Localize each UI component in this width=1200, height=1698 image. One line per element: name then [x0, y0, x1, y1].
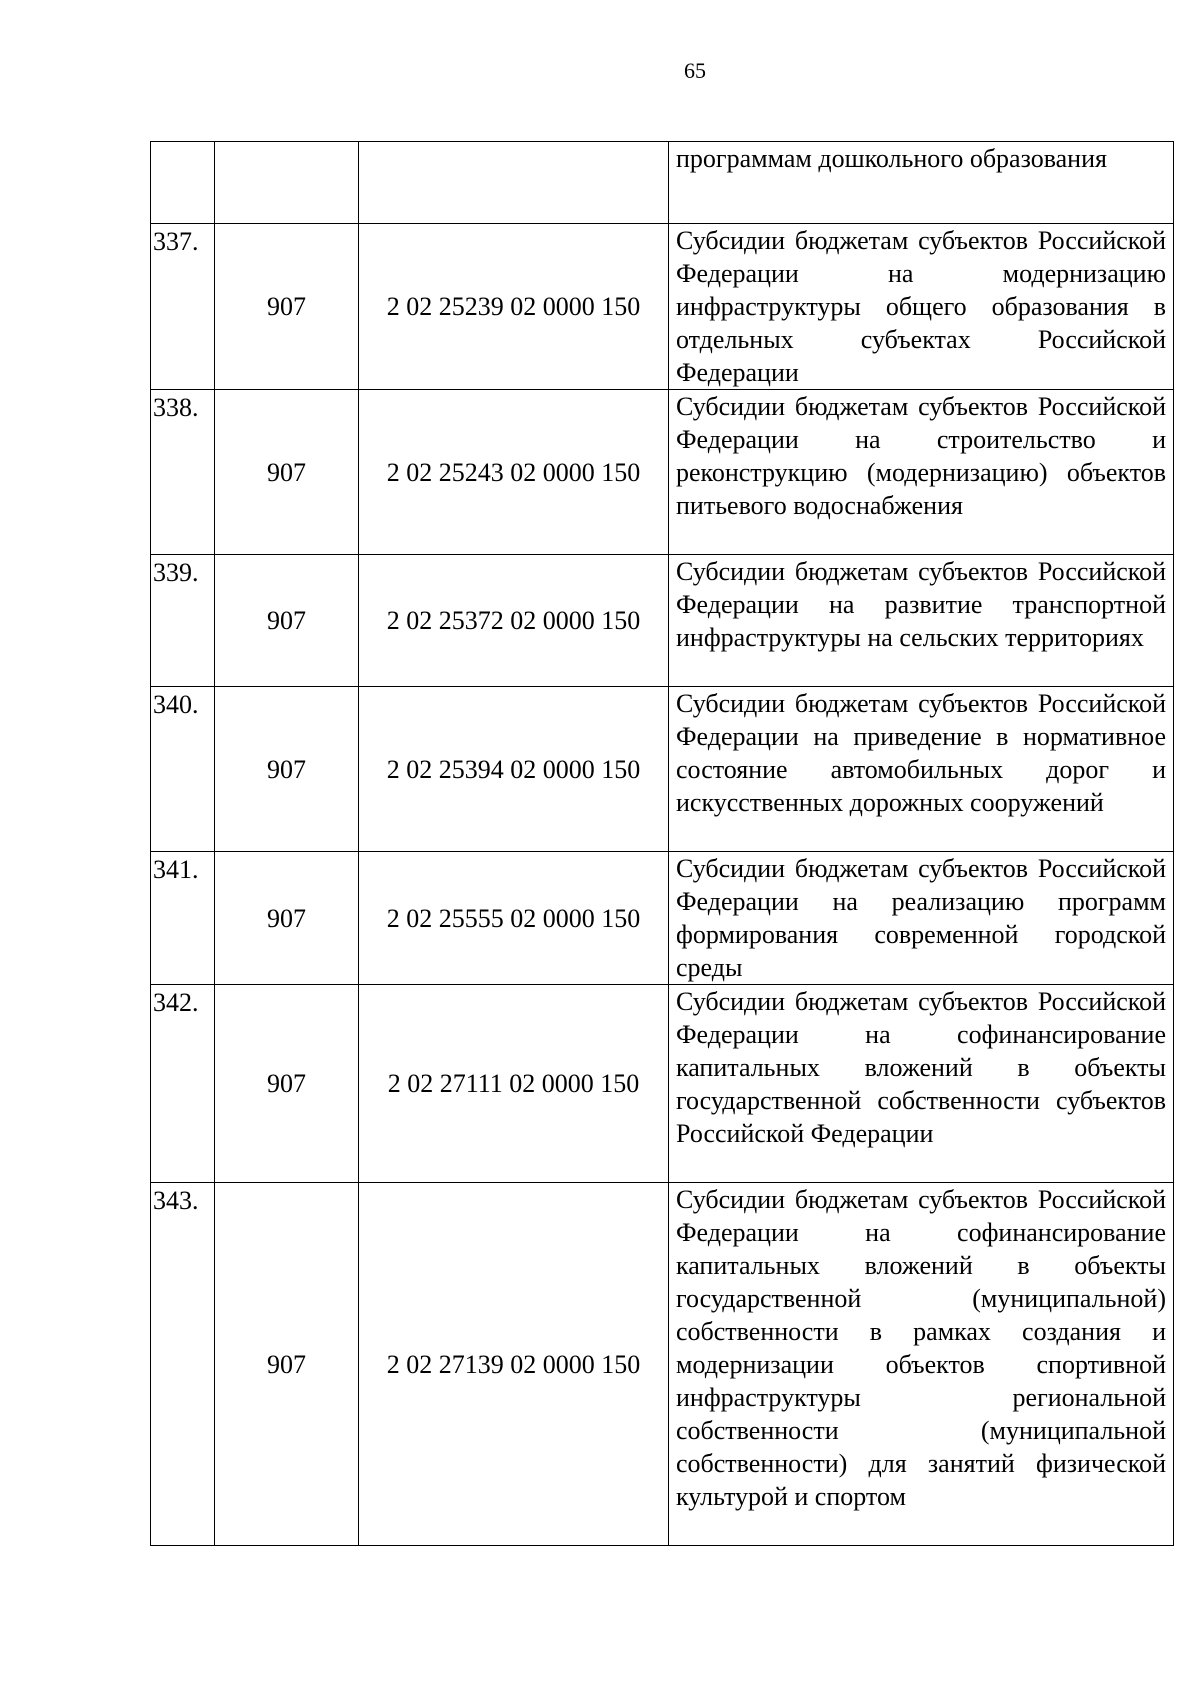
- page-number: 65: [684, 58, 706, 83]
- admin-code-cell: 907: [215, 852, 359, 985]
- income-code-cell: 2 02 25555 02 0000 150: [359, 852, 669, 985]
- income-name-cell: [669, 555, 1174, 687]
- income-code-cell: 2 02 27111 02 0000 150: [359, 985, 669, 1183]
- table-row: [151, 224, 1174, 390]
- row-number-cell: 341.: [151, 852, 215, 985]
- row-number-cell: 343.: [151, 1183, 215, 1546]
- income-name-text: Субсидии бюджетам субъектов Российской Федерации на развитие транспортной инфраструктуры на сельских территориях: [676, 557, 1166, 652]
- table-row: [151, 1183, 1174, 1546]
- income-name-text: Субсидии бюджетам субъектов Российской Федерации на софинансирование капитальных вложений в объекты государственной собственности субъектов Российской Федерации: [676, 987, 1166, 1148]
- row-number-cell: [151, 142, 215, 224]
- income-name-cell: [669, 390, 1174, 555]
- admin-code-cell: 907: [215, 687, 359, 852]
- income-name-text: Субсидии бюджетам субъектов Российской Федерации на строительство и реконструкцию (модернизацию) объектов питьевого водоснабжения: [676, 392, 1166, 520]
- row-number-cell: 342.: [151, 985, 215, 1183]
- income-name-text: Субсидии бюджетам субъектов Российской Федерации на софинансирование капитальных вложений в объекты государственной (муниципальной) собственности в рамках создания и модернизации объектов спортивной инфраструктуры региональной собственности (муниципальной собственности) для занятий физической культурой и спортом: [676, 1185, 1166, 1511]
- table-row: [151, 687, 1174, 852]
- income-name-cell: [669, 224, 1174, 390]
- admin-code-cell: 907: [215, 555, 359, 687]
- income-code-cell: 2 02 25394 02 0000 150: [359, 687, 669, 852]
- income-name-cell: [669, 985, 1174, 1183]
- admin-code-cell: 907: [215, 390, 359, 555]
- table-row: [151, 555, 1174, 687]
- income-code-cell: 2 02 25372 02 0000 150: [359, 555, 669, 687]
- admin-code-cell: 907: [215, 224, 359, 390]
- table-row: [151, 390, 1174, 555]
- admin-code-cell: 907: [215, 985, 359, 1183]
- row-number-cell: 340.: [151, 687, 215, 852]
- row-number-cell: 339.: [151, 555, 215, 687]
- table-row-continuation: [151, 142, 1174, 224]
- budget-income-table: [150, 141, 1174, 1546]
- admin-code-cell: 907: [215, 1183, 359, 1546]
- admin-code-cell: [215, 142, 359, 224]
- income-name-text: Субсидии бюджетам субъектов Российской Федерации на модернизацию инфраструктуры общего образования в отдельных субъектах Российской Федерации: [676, 226, 1166, 387]
- row-number-cell: 338.: [151, 390, 215, 555]
- income-name-cell: [669, 1183, 1174, 1546]
- income-code-cell: 2 02 25239 02 0000 150: [359, 224, 669, 390]
- table-row: [151, 985, 1174, 1183]
- income-name-text: Субсидии бюджетам субъектов Российской Федерации на приведение в нормативное состояние автомобильных дорог и искусственных дорожных сооружений: [676, 689, 1166, 817]
- table-row: [151, 852, 1174, 985]
- income-name-text: программам дошкольного образования: [676, 144, 1107, 173]
- income-code-cell: 2 02 27139 02 0000 150: [359, 1183, 669, 1546]
- income-name-cell: [669, 142, 1174, 224]
- income-code-cell: 2 02 25243 02 0000 150: [359, 390, 669, 555]
- income-code-cell: [359, 142, 669, 224]
- income-name-text: Субсидии бюджетам субъектов Российской Федерации на реализацию программ формирования современной городской среды: [676, 854, 1166, 982]
- income-name-cell: [669, 852, 1174, 985]
- row-number-cell: 337.: [151, 224, 215, 390]
- income-name-cell: [669, 687, 1174, 852]
